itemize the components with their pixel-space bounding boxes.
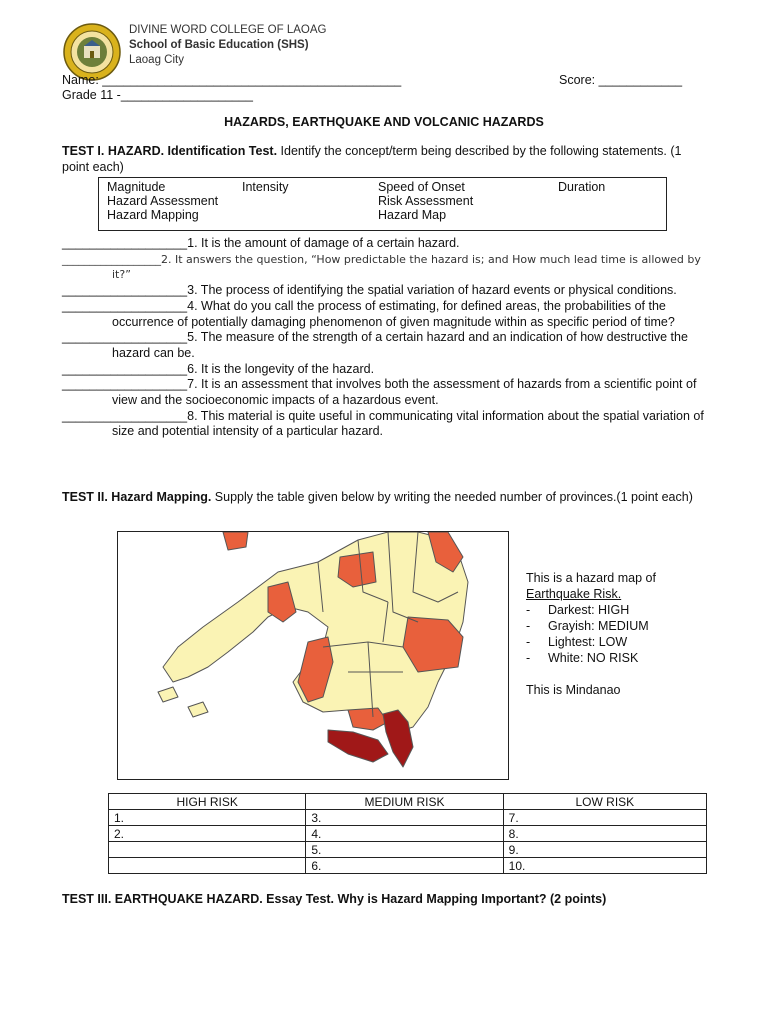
col-medium-risk: MEDIUM RISK [306, 794, 503, 810]
test1-item-6: __________________6. It is the longevity of the hazard. [62, 361, 375, 376]
term-speed-of-onset: Speed of Onset [378, 180, 465, 194]
risk-table-header [109, 794, 707, 810]
term-hazard-assessment: Hazard Assessment [107, 194, 219, 208]
school-name: School of Basic Education (SHS) [129, 39, 309, 51]
table-cell: 4. [306, 826, 503, 842]
test1-item-1: __________________1. It is the amount of damage of a certain hazard. [62, 236, 460, 250]
table-row [109, 842, 707, 858]
test1-item-4: __________________4. What do you call the process of estimating, for defined areas, the probabilities of the occurrence of potentially damaging phenomenon of given magnitude within as specific period of time? [62, 298, 675, 329]
test2-instructions [62, 490, 702, 506]
test1-item-7: __________________7. It is an assessment that involves both the assessment of hazards from a scientific point of view and the socioeconomic impacts of a hazardous event. [62, 377, 697, 408]
table-row [109, 810, 707, 826]
table-cell: 7. [503, 810, 706, 826]
risk-table [108, 793, 707, 874]
table-cell: 6. [306, 858, 503, 874]
map-island-2 [188, 702, 208, 717]
legend-entry-high-text: Darkest: HIGH [548, 603, 630, 617]
test1-instructions-text: Identify the concept/term being described by the following statements. (1 point each) [62, 144, 682, 174]
test1-item-3: __________________3. The process of identifying the spatial variation of hazard events or physical conditions. [62, 283, 677, 298]
table-row [109, 826, 707, 842]
test2-heading: TEST II. Hazard Mapping. [62, 490, 212, 504]
test2-instructions-text: Supply the table given below by writing the needed number of provinces.(1 point each) [211, 490, 693, 504]
term-hazard-map: Hazard Map [378, 208, 447, 222]
mindanao-hazard-map [117, 531, 509, 780]
term-choices-box [98, 177, 667, 231]
term-risk-assessment: Risk Assessment [378, 194, 474, 208]
table-cell: 3. [306, 810, 503, 826]
test1-heading: TEST I. HAZARD. Identification Test. [62, 144, 278, 158]
table-cell [109, 858, 306, 874]
test1-instructions [62, 144, 702, 175]
col-low-risk: LOW RISK [503, 794, 706, 810]
score-line: Score: ____________ [559, 73, 683, 87]
table-cell: 9. [503, 842, 706, 858]
name-line: Name: ___________________________________________ [62, 73, 402, 87]
legend-subject: Earthquake Risk. [526, 587, 622, 601]
table-cell: 1. [109, 810, 306, 826]
map-medium-region [223, 532, 248, 550]
legend-entry-low: - Lightest: LOW [526, 635, 628, 649]
legend-note: This is Mindanao [526, 683, 621, 697]
school-city: Laoag City [129, 54, 184, 66]
test3-heading: TEST III. EARTHQUAKE HAZARD. Essay Test. Why is Hazard Mapping Important? (2 points) [62, 892, 607, 906]
legend-entry-none: - White: NO RISK [526, 651, 639, 665]
test1-item-2: __________________2. It answers the question, “How predictable the hazard is; and How much lead time is allowed by it?” [62, 252, 701, 282]
legend-entry-none-text: White: NO RISK [548, 651, 639, 665]
term-intensity: Intensity [242, 180, 289, 194]
term-hazard-mapping: Hazard Mapping [107, 208, 199, 222]
page-title: HAZARDS, EARTHQUAKE AND VOLCANIC HAZARDS [224, 115, 544, 129]
legend-entry-medium: - Grayish: MEDIUM [526, 619, 649, 633]
test1-item-8: __________________8. This material is quite useful in communicating vital information about the spatial variation of size and potential intensity of a particular hazard. [62, 408, 704, 439]
table-cell: 8. [503, 826, 706, 842]
legend-entry-high: - Darkest: HIGH [526, 603, 630, 617]
map-graphic [118, 532, 509, 780]
table-cell: 10. [503, 858, 706, 874]
table-cell: 5. [306, 842, 503, 858]
map-high-region [328, 730, 388, 762]
table-row [109, 858, 707, 874]
map-legend [526, 570, 656, 698]
table-cell: 2. [109, 826, 306, 842]
legend-entry-low-text: Lightest: LOW [548, 635, 628, 649]
term-magnitude: Magnitude [107, 180, 166, 194]
map-island-1 [158, 687, 178, 702]
grade-line: Grade 11 -___________________ [62, 88, 253, 102]
legend-intro: This is a hazard map of [526, 571, 656, 585]
test1-item-5: __________________5. The measure of the strength of a certain hazard and an indication of how destructive the hazard can be. [62, 330, 688, 360]
table-cell [109, 842, 306, 858]
school-header [129, 23, 326, 68]
legend-entry-medium-text: Grayish: MEDIUM [548, 619, 649, 633]
col-high-risk: HIGH RISK [109, 794, 306, 810]
test1-items [62, 236, 712, 440]
term-duration: Duration [558, 180, 606, 194]
college-name: DIVINE WORD COLLEGE OF LAOAG [129, 24, 327, 36]
